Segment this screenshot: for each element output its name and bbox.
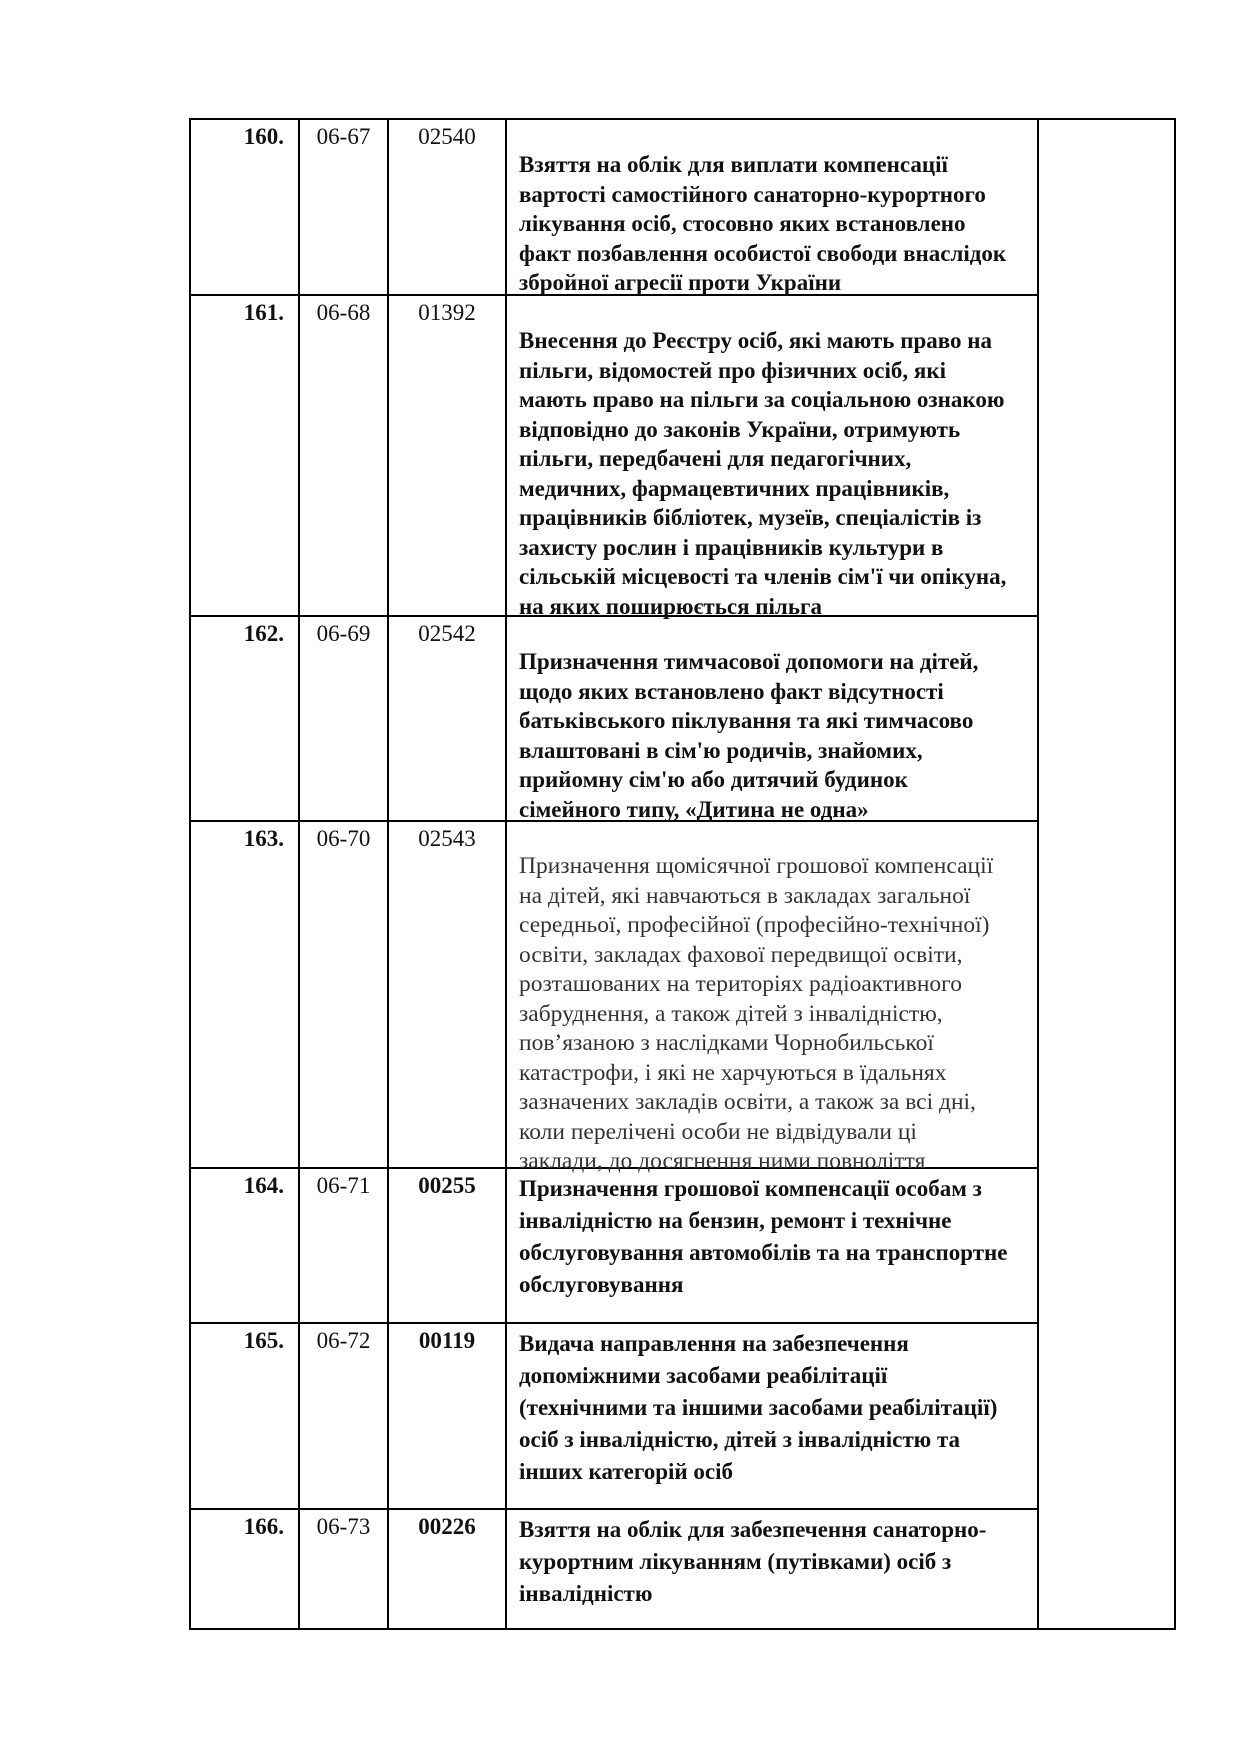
table-row: [191, 1510, 1037, 1628]
service-code: 06-68: [300, 296, 389, 615]
description-line: прийомну сім'ю або дитячий будинок: [519, 767, 908, 792]
description-line: на дітей, які навчаються в закладах загальної: [519, 882, 971, 909]
description-line: лікування осіб, стосовно яких встановлено: [519, 211, 966, 236]
description-line: (технічними та іншими засобами реабілітації): [519, 1395, 998, 1420]
row-number: 161.: [191, 296, 300, 615]
description-line: інших категорій осіб: [519, 1459, 734, 1484]
description-line: Призначення тимчасової допомоги на дітей,: [519, 649, 979, 674]
service-id: 00226: [389, 1510, 507, 1628]
row-number: 165.: [191, 1324, 300, 1508]
description-line: факт позбавлення особистої свободи внаслідок: [519, 240, 1007, 266]
description-line: інвалідністю: [519, 1581, 653, 1606]
description-line: вартості самостійного санаторно-курортного: [519, 181, 986, 207]
description-line: інвалідністю на бензин, ремонт і технічне: [519, 1208, 952, 1233]
service-code: 06-71: [300, 1169, 389, 1322]
merged-empty-column: [1037, 120, 1176, 1628]
description-line: Видача направлення на забезпечення: [519, 1331, 909, 1356]
description-line: влаштовані в сім'ю родичів, знайомих,: [519, 737, 923, 763]
row-number: 162.: [191, 617, 300, 820]
description-line: катастрофи, і які не харчуються в їдальнях: [519, 1059, 947, 1086]
description-line: зазначених закладів освіти, а також за всі дні,: [519, 1089, 976, 1115]
service-id: 01392: [389, 296, 507, 615]
description-line: Призначення щомісячної грошової компенсації: [519, 853, 994, 879]
description-line: щодо яких встановлено факт відсутності: [519, 678, 944, 704]
row-number: 160.: [191, 120, 300, 294]
description-line: Взяття на облік для забезпечення санаторно-: [519, 1517, 987, 1542]
description-line: пов’язаною з наслідками Чорнобильської: [519, 1030, 934, 1056]
description-line: допоміжними засобами реабілітації: [519, 1363, 888, 1388]
description-line: медичних, фармацевтичних працівників,: [519, 475, 950, 501]
description-line: коли перелічені особи не відвідували ці: [519, 1118, 917, 1145]
description-line: сімейного типу, «Дитина не одна»: [519, 796, 869, 822]
description-line: Взяття на облік для виплати компенсації: [519, 152, 948, 177]
description-line: захисту рослин і працівників культури в: [519, 534, 944, 560]
services-table: [189, 118, 1176, 1630]
service-code: 06-72: [300, 1324, 389, 1508]
description-line: відповідно до законів України, отримують: [519, 416, 961, 442]
description-line: освіти, закладах фахової передвищої освіти,: [519, 941, 963, 968]
row-number: 164.: [191, 1169, 300, 1322]
service-id: 00119: [389, 1324, 507, 1508]
service-id: 02543: [389, 822, 507, 1167]
service-description: [507, 296, 1037, 619]
description-line: працівників бібліотек, музеїв, спеціалістів із: [519, 505, 982, 530]
service-description: [507, 822, 1037, 1174]
service-code: 06-69: [300, 617, 389, 820]
service-description: [507, 1324, 1037, 1508]
service-id: 00255: [389, 1169, 507, 1322]
service-description: [507, 1510, 1037, 1628]
description-line: пільги, відомостей про фізичних осіб, які: [519, 357, 946, 383]
description-line: розташованих на територіях радіоактивного: [519, 971, 962, 997]
description-line: заклади, до досягнення ними повноліття: [519, 1148, 926, 1174]
description-line: курортним лікуванням (путівками) осіб з: [519, 1549, 952, 1574]
description-line: мають право на пільги за соціальною ознакою: [519, 387, 1005, 412]
description-line: на яких поширюється пільга: [519, 593, 822, 619]
service-description: [507, 1169, 1037, 1322]
description-line: Призначення грошової компенсації особам з: [519, 1176, 982, 1201]
table-row: [191, 1169, 1037, 1324]
description-line: обслуговування: [519, 1272, 684, 1297]
service-code: 06-67: [300, 120, 389, 294]
table-row: [191, 617, 1037, 822]
description-line: батьківського піклування та які тимчасово: [519, 708, 974, 733]
service-description: [507, 120, 1037, 294]
description-line: Внесення до Реєстру осіб, які мають право на: [519, 328, 993, 353]
service-id: 02540: [389, 120, 507, 294]
service-code: 06-73: [300, 1510, 389, 1628]
table-row: [191, 822, 1037, 1174]
row-number: 166.: [191, 1510, 300, 1628]
service-description: [507, 617, 1037, 820]
table-row: [191, 1324, 1037, 1510]
table-row: [191, 120, 1037, 296]
row-number: 163.: [191, 822, 300, 1167]
description-line: забруднення, а також дітей з інвалідністю,: [519, 1000, 943, 1027]
table-row: [191, 296, 1037, 617]
service-id: 02542: [389, 617, 507, 820]
description-line: середньої, професійної (професійно-технічної): [519, 912, 990, 938]
service-code: 06-70: [300, 822, 389, 1167]
description-line: збройної агресії проти України: [519, 270, 842, 295]
description-line: обслуговування автомобілів та на транспортне: [519, 1240, 1008, 1265]
description-line: сільській місцевості та членів сім'ї чи опікуна,: [519, 564, 1007, 589]
description-line: осіб з інвалідністю, дітей з інвалідністю та: [519, 1427, 961, 1452]
description-line: пільги, передбачені для педагогічних,: [519, 446, 912, 471]
